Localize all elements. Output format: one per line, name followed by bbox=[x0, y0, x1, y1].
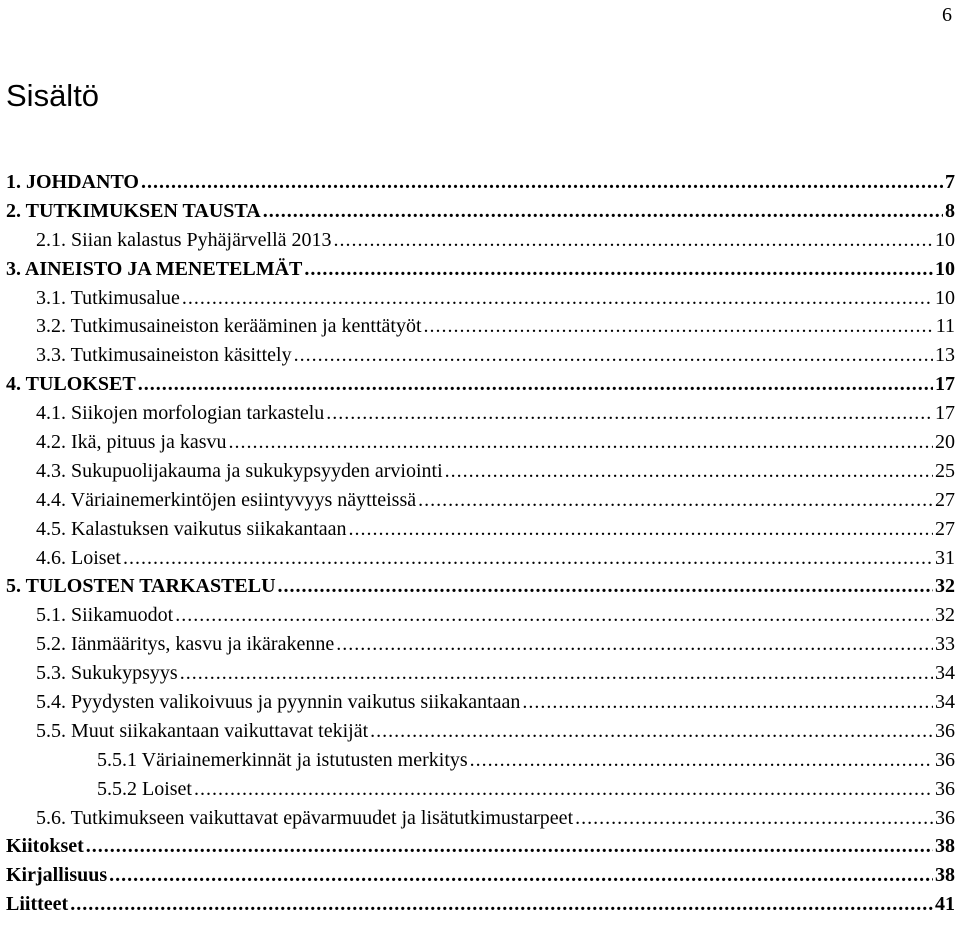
toc-entry-page: 27 bbox=[935, 517, 955, 540]
toc-entry[interactable] bbox=[6, 370, 955, 399]
toc-entry-label: 4.3. Sukupuolijakauma ja sukukypsyyden arviointi bbox=[36, 459, 443, 482]
toc-entry-label: 1. JOHDANTO bbox=[6, 170, 139, 193]
toc-dot-leader bbox=[86, 835, 933, 858]
toc-entry[interactable] bbox=[6, 572, 955, 601]
page-title: Sisältö bbox=[6, 78, 100, 113]
toc-dot-leader bbox=[304, 258, 933, 281]
toc-entry-page: 10 bbox=[935, 257, 955, 280]
toc-dot-leader bbox=[575, 807, 933, 830]
toc-entry[interactable] bbox=[6, 226, 955, 255]
toc-entry[interactable] bbox=[6, 312, 955, 341]
toc-dot-leader bbox=[278, 575, 933, 598]
toc-entry-label: 4.6. Loiset bbox=[36, 546, 121, 569]
toc-dot-leader bbox=[424, 315, 934, 338]
toc-entry[interactable] bbox=[6, 804, 955, 833]
toc-dot-leader bbox=[334, 229, 933, 252]
toc-dot-leader bbox=[294, 344, 933, 367]
toc-dot-leader bbox=[138, 373, 933, 396]
toc-dot-leader bbox=[180, 662, 933, 685]
toc-entry-label: 3.3. Tutkimusaineiston käsittely bbox=[36, 344, 292, 367]
toc-entry-page: 13 bbox=[935, 344, 955, 367]
toc-entry-page: 36 bbox=[935, 719, 955, 742]
toc-dot-leader bbox=[336, 633, 933, 656]
toc-entry-label: 4.4. Väriainemerkintöjen esiintyvyys näytteissä bbox=[36, 488, 417, 511]
toc-entry-label: 5.5.2 Loiset bbox=[97, 777, 192, 800]
toc-dot-leader bbox=[70, 893, 933, 916]
toc-entry[interactable] bbox=[6, 630, 955, 659]
toc-dot-leader bbox=[141, 171, 943, 194]
toc-entry[interactable] bbox=[6, 168, 955, 197]
toc-entry-page: 36 bbox=[935, 748, 955, 771]
toc-entry[interactable] bbox=[6, 341, 955, 370]
toc-dot-leader bbox=[370, 720, 933, 743]
toc-entry-page: 8 bbox=[945, 199, 955, 222]
toc-dot-leader bbox=[418, 489, 933, 512]
toc-dot-leader bbox=[229, 431, 933, 454]
toc-entry-page: 34 bbox=[935, 662, 955, 685]
toc-entry-label: 5.5.1 Väriainemerkinnät ja istutusten merkitys bbox=[97, 748, 468, 771]
toc-entry[interactable] bbox=[6, 775, 955, 804]
toc-entry[interactable] bbox=[6, 601, 955, 630]
toc-entry[interactable] bbox=[6, 197, 955, 226]
toc-entry-page: 36 bbox=[935, 806, 955, 829]
toc-dot-leader bbox=[445, 460, 933, 483]
toc-entry-label: 5.5. Muut siikakantaan vaikuttavat tekijät bbox=[36, 719, 369, 742]
toc-entry-page: 7 bbox=[945, 170, 955, 193]
toc-entry-page: 11 bbox=[935, 315, 955, 338]
toc-entry-label: 5.3. Sukukypsyys bbox=[36, 662, 178, 685]
toc-entry-page: 25 bbox=[935, 459, 955, 482]
toc-dot-leader bbox=[194, 778, 933, 801]
toc-entry[interactable] bbox=[6, 746, 955, 775]
toc-entry[interactable] bbox=[6, 688, 955, 717]
toc-entry[interactable] bbox=[6, 486, 955, 515]
table-of-contents bbox=[6, 168, 955, 919]
toc-entry-page: 10 bbox=[935, 286, 955, 309]
toc-dot-leader bbox=[522, 691, 933, 714]
toc-dot-leader bbox=[109, 864, 933, 887]
toc-entry-label: 5.4. Pyydysten valikoivuus ja pyynnin vaikutus siikakantaan bbox=[36, 690, 521, 713]
toc-entry-label: 4.2. Ikä, pituus ja kasvu bbox=[36, 430, 227, 453]
toc-entry[interactable] bbox=[6, 659, 955, 688]
toc-entry-label: 3.2. Tutkimusaineiston kerääminen ja kenttätyöt bbox=[36, 315, 422, 338]
toc-dot-leader bbox=[175, 604, 933, 627]
toc-entry-label: Kiitokset bbox=[6, 835, 84, 858]
toc-dot-leader bbox=[182, 287, 933, 310]
toc-entry-page: 31 bbox=[935, 546, 955, 569]
toc-entry[interactable] bbox=[6, 399, 955, 428]
toc-entry[interactable] bbox=[6, 428, 955, 457]
toc-entry-label: 2.1. Siian kalastus Pyhäjärvellä 2013 bbox=[36, 228, 332, 251]
toc-entry-label: 3. AINEISTO JA MENETELMÄT bbox=[6, 257, 303, 280]
toc-entry-page: 27 bbox=[935, 488, 955, 511]
toc-entry[interactable] bbox=[6, 890, 955, 919]
toc-entry-page: 32 bbox=[935, 575, 955, 598]
toc-entry-label: 4. TULOKSET bbox=[6, 373, 136, 396]
toc-entry[interactable] bbox=[6, 861, 955, 890]
toc-entry[interactable] bbox=[6, 717, 955, 746]
toc-entry-label: 3.1. Tutkimusalue bbox=[36, 286, 180, 309]
toc-entry-label: 5.1. Siikamuodot bbox=[36, 604, 174, 627]
toc-entry[interactable] bbox=[6, 832, 955, 861]
toc-entry[interactable] bbox=[6, 515, 955, 544]
toc-dot-leader bbox=[326, 402, 933, 425]
toc-entry-label: 5. TULOSTEN TARKASTELU bbox=[6, 575, 276, 598]
toc-entry-page: 38 bbox=[935, 835, 955, 858]
toc-dot-leader bbox=[123, 547, 933, 570]
toc-entry-page: 41 bbox=[935, 893, 955, 916]
toc-entry-page: 20 bbox=[935, 430, 955, 453]
toc-entry-page: 10 bbox=[935, 228, 955, 251]
toc-entry-label: Liitteet bbox=[6, 893, 69, 916]
toc-entry-page: 36 bbox=[935, 777, 955, 800]
toc-entry-page: 34 bbox=[935, 690, 955, 713]
toc-entry-label: Kirjallisuus bbox=[6, 864, 108, 887]
toc-entry-label: 5.2. Iänmääritys, kasvu ja ikärakenne bbox=[36, 633, 335, 656]
toc-entry-label: 5.6. Tutkimukseen vaikuttavat epävarmuudet ja lisätutkimustarpeet bbox=[36, 806, 574, 829]
toc-entry[interactable] bbox=[6, 457, 955, 486]
toc-entry-label: 2. TUTKIMUKSEN TAUSTA bbox=[6, 199, 261, 222]
toc-dot-leader bbox=[470, 749, 933, 772]
toc-entry-label: 4.1. Siikojen morfologian tarkastelu bbox=[36, 402, 325, 425]
toc-entry-page: 32 bbox=[935, 604, 955, 627]
toc-entry-page: 17 bbox=[935, 373, 955, 396]
toc-dot-leader bbox=[349, 518, 934, 541]
toc-entry[interactable] bbox=[6, 284, 955, 313]
toc-entry-page: 38 bbox=[935, 864, 955, 887]
toc-entry-page: 17 bbox=[935, 402, 955, 425]
toc-entry-label: 4.5. Kalastuksen vaikutus siikakantaan bbox=[36, 517, 347, 540]
toc-entry-page: 33 bbox=[935, 633, 955, 656]
toc-dot-leader bbox=[263, 200, 943, 223]
page-number: 6 bbox=[942, 4, 952, 26]
toc-entry[interactable] bbox=[6, 544, 955, 573]
toc-entry[interactable] bbox=[6, 255, 955, 284]
